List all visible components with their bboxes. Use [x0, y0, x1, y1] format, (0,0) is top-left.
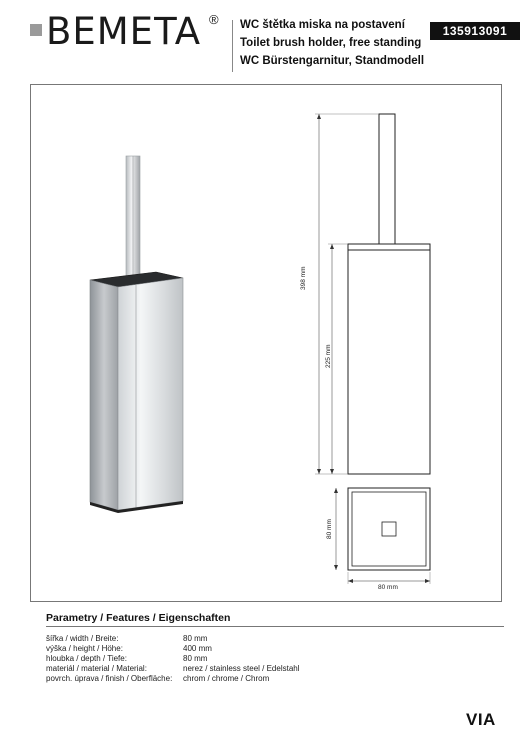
top-view-drawing	[334, 488, 430, 584]
dim-depth: 80 mm	[326, 519, 333, 539]
holder-front-face	[118, 278, 183, 510]
logo-mark	[30, 24, 42, 36]
registered-mark: ®	[209, 12, 219, 27]
feature-label-material: materiál / material / Material:	[46, 664, 147, 673]
side-view-drawing	[315, 114, 430, 474]
feature-label-finish: povrch. úprava / finish / Oberfläche:	[46, 674, 173, 683]
dim-width: 80 mm	[378, 584, 398, 591]
product-code-badge: 135913091	[430, 22, 520, 40]
feature-value-material: nerez / stainless steel / Edelstahl	[183, 664, 300, 673]
feature-value-height: 400 mm	[183, 644, 212, 653]
feature-label-width: šířka / width / Breite:	[46, 634, 119, 643]
title-de: WC Bürstengarnitur, Standmodell	[240, 55, 425, 67]
features-divider	[46, 626, 504, 627]
brand-logo: BEMETA	[46, 10, 202, 53]
feature-value-finish: chrom / chrome / Chrom	[183, 674, 270, 683]
brush-handle	[126, 156, 140, 276]
feature-label-depth: hloubka / depth / Tiefe:	[46, 654, 127, 663]
title-en: Toilet brush holder, free standing	[240, 37, 422, 49]
holder-left-face	[90, 280, 118, 510]
header-divider	[232, 20, 233, 72]
product-illustration	[30, 84, 502, 602]
series-name: VIA	[466, 710, 496, 729]
feature-value-width: 80 mm	[183, 634, 208, 643]
feature-value-depth: 80 mm	[183, 654, 208, 663]
feature-label-height: výška / height / Höhe:	[46, 644, 123, 653]
features-title: Parametry / Features / Eigenschaften	[46, 612, 231, 624]
title-cz: WC štětka miska na postavení	[240, 19, 405, 31]
dim-height-total: 398 mm	[300, 266, 307, 290]
dim-height-container: 225 mm	[325, 344, 332, 368]
